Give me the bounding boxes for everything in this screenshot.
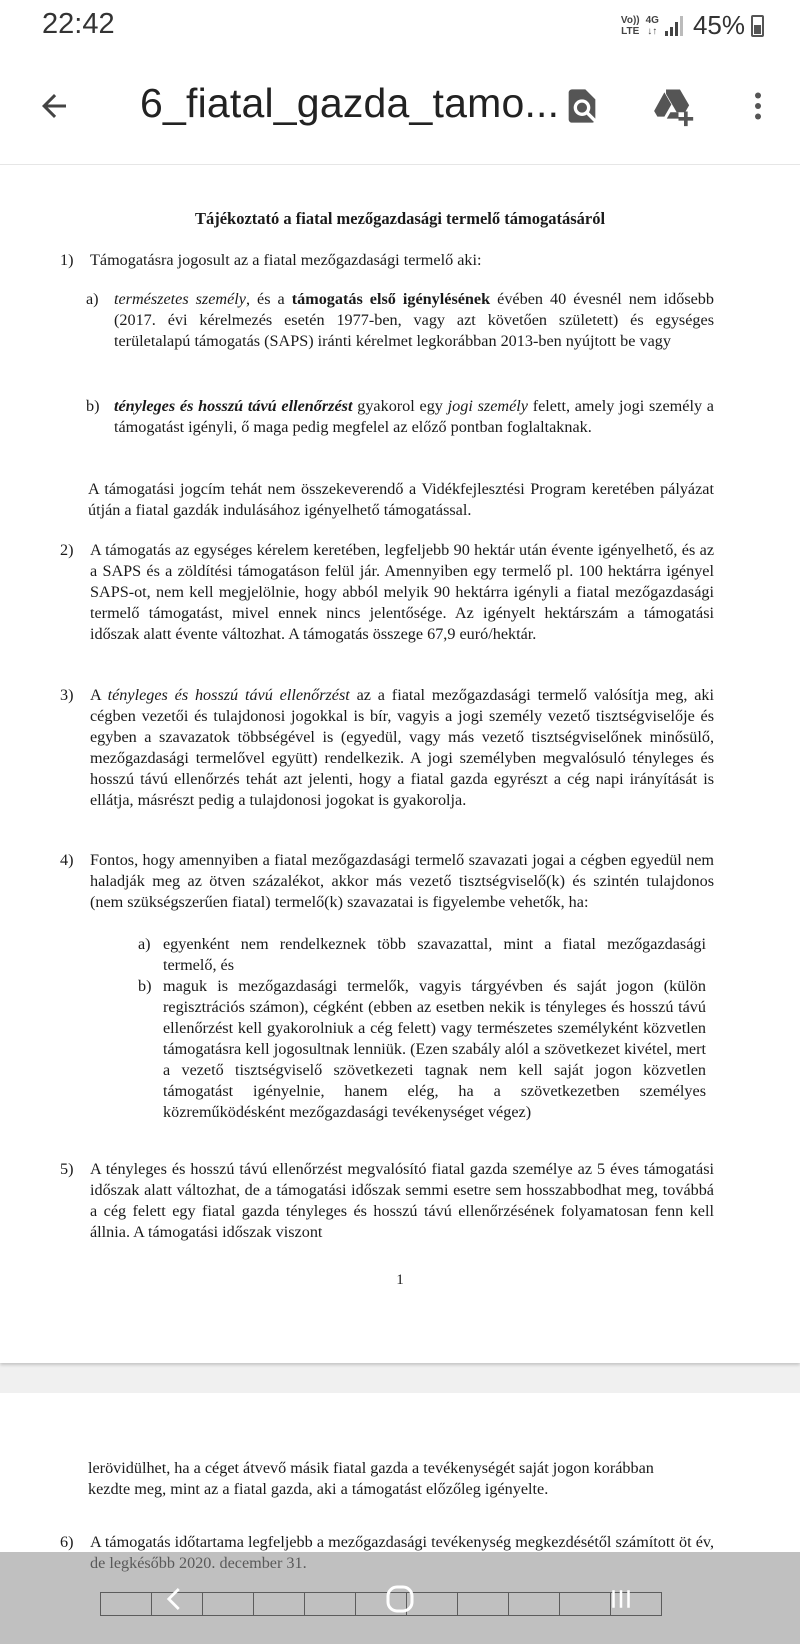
text-span: A [90,686,108,704]
item-letter: a) [138,935,151,953]
more-options-button[interactable] [730,78,786,134]
text-span: évében 40 évesnél nem idősebb (2017. évi kérelmezés esetén 1977-ben, vagy azt követően született) és egységes területalapú támogatás (SAPS) iránti kérelmet legkorábban 2013-ben nyújtott be vagy [114,290,714,350]
nav-recents-button[interactable] [596,1574,646,1624]
nav-home-button[interactable] [375,1574,425,1624]
nav-back-button[interactable] [150,1574,200,1624]
text-span: az a fiatal mezőgazdasági termelő valósítja meg, aki cégben vezetői és tulajdonosi jogokkal is bír, vagyis a jogi személy vezető tisztségviselője és egyben a szavazatok többségével is (egyedül, vagy más vezető tisztségviselőnek minősülő, mezőgazdasági termelővel együtt) rendelkezik. A jogi személyben megvalósuló tényleges és hosszú távú ellenőrzés tehát azt jelenti, hogy a fiatal gazda egyrészt a cég napi irányítását is ellátja, másrészt pedig a tulajdonosi jogokat is gyakorolja. [90,686,715,809]
list-item [138,976,706,1123]
item-text: Támogatásra jogosult az a fiatal mezőgazdasági termelő aki: [90,251,482,269]
add-to-drive-icon [651,84,695,128]
pdf-viewer[interactable] [0,165,800,1644]
list-item [138,934,706,976]
find-in-page-icon [562,86,602,126]
list-item [86,289,714,352]
app-bar [0,50,800,165]
item-number: 2) [60,541,74,559]
section-1a [86,289,714,352]
item-number: 3) [60,686,74,704]
text-span: , és a [245,290,292,308]
back-arrow-icon [36,88,72,124]
note-paragraph [88,479,714,521]
list-item [60,1159,714,1243]
list-item [60,850,714,913]
item-number: 1) [60,251,74,269]
document-title: 6_fiatal_gazda_tamo... [140,80,560,126]
list-item [86,396,714,438]
item-text: A tényleges és hosszú távú ellenőrzést megvalósító fiatal gazda személye az 5 éves támogatási időszak alatt változhat, de a támogatási időszak semmi esetre sem hosszabbodhat meg, továbbá a cég felett egy fiatal gazda tényleges és hosszú távú ellenőrzésének folyamatosan fenn kell állnia. A támogatási időszak viszont [90,1160,714,1241]
paragraph-text: lerövidülhet, ha a céget átvevő másik fiatal gazda a tevékenységét saját jogon korábban kezdte meg, mint az a fiatal gazda, aki a támogatást előzőleg igényelte. [88,1459,654,1498]
section-4a [138,934,706,976]
section-1 [60,250,714,271]
battery-icon [751,15,764,37]
item-text: maguk is mezőgazdasági termelők, vagyis tárgyévben és saját jogon (külön regisztrációs számon), cégként (ebben az esetben nekik is tényleges és hosszú távú ellenőrzést kell gyakorolniuk a cég felett) vagy természetes személyként közvetlen támogatásra kell jogosultnak lenniük. (Ezen szabály alól a szövetkezet kivétel, mert a vezető tisztségviselő szövetkezeti tagnak nem kell saját jogon közvetlen támogatást igényelnie, hanem elég, ha a szövetkezetben személyes közreműködésként mezőgazdasági tevékenységet végez) [163,977,706,1121]
item-letter: b) [86,397,100,415]
list-item [60,540,714,645]
item-number: 4) [60,851,74,869]
item-text: egyenként nem rendelkeznek több szavazattal, mint a fiatal mezőgazdasági termelő, és [163,935,706,974]
item-letter: b) [138,977,152,995]
more-vert-icon [740,88,776,124]
item-number: 5) [60,1160,74,1178]
find-in-page-button[interactable] [554,78,610,134]
volte-indicator [621,15,640,37]
item-text [114,396,714,438]
italic-text: tényleges és hosszú távú ellenőrzést [107,686,350,704]
item-number: 6) [60,1533,74,1551]
status-time: 22:42 [42,8,115,40]
nav-back-icon [160,1584,190,1614]
pdf-page-1 [0,165,800,1363]
paragraph-text: A támogatási jogcím tehát nem összekeverendő a Vidékfejlesztési Program keretében pályázat útján a fiatal gazdák indulásához igényelhető támogatással. [88,480,714,519]
item-letter: a) [86,290,99,308]
list-item [60,250,714,271]
back-button[interactable] [26,78,82,134]
item-text [114,289,714,352]
signal-icon [665,16,683,36]
section-4b [138,976,706,1123]
section-1b [86,396,714,438]
network-type-indicator [646,15,659,37]
italic-text: jogi személy [447,397,528,415]
item-text: Fontos, hogy amennyiben a fiatal mezőgazdasági termelő szavazati jogai a cégben egyedül nem haladják meg az ötven százalékot, akkor más vezető tisztségviselő(k) és szintén tulajdonos (nem szükségszerűen fiatal) termelő(k) szavazatai is figyelembe vehetők, ha: [90,851,714,911]
italic-text: természetes személy [114,290,246,308]
text-span: felett, amely jogi személy a támogatást igényli, ő maga pedig megfelel az előző pontban foglaltaknak. [114,397,714,436]
lte-label: LTE [621,25,640,37]
item-text [90,685,714,811]
text-span: gyakorol egy [352,397,448,415]
item-text: A támogatás időtartama legfeljebb a mezőgazdasági tevékenység megkezdésétől számított öt év, [90,1533,714,1551]
section-5 [60,1159,714,1243]
nav-home-icon [382,1581,418,1617]
continuation-paragraph [88,1458,688,1500]
document-heading: Tájékoztató a fiatal mezőgazdasági termelő támogatásáról [194,209,606,228]
section-2 [60,540,714,645]
item-text: A támogatás az egységes kérelem keretében, legfeljebb 90 hektár után évente igényelhető, és az a SAPS és a zöldítési támogatáson felül jár. Amennyiben egy termelő pl. 100 hektárra igényel SAPS-ot, nem kell megjelölnie, hogy abból melyik 90 hektárra igényli a fiatal mezőgazdasági termelő támogatást, mivel ennek nincs jelentősége. Az igényelt hektárszám a támogatási időszak alatt évente változhat. A támogatás összege 67,9 euró/hektár. [90,541,714,643]
nav-recents-icon [606,1584,636,1614]
navigation-bar [0,1552,800,1644]
battery-percent: 45% [692,10,745,40]
data-activity-icon: ↓↑ [647,25,658,37]
bold-italic-text: tényleges és hosszú távú ellenőrzést [114,397,353,415]
bold-text: támogatás első igénylésének [291,290,491,308]
list-item [60,685,714,811]
section-4 [60,850,714,913]
volte-label: Vo)) [620,14,640,26]
network-gen-label: 4G [645,14,659,26]
section-3 [60,685,714,811]
page-number: 1 [396,1272,404,1288]
add-to-drive-button[interactable] [645,78,701,134]
status-icons [621,10,764,41]
status-bar [0,0,800,50]
